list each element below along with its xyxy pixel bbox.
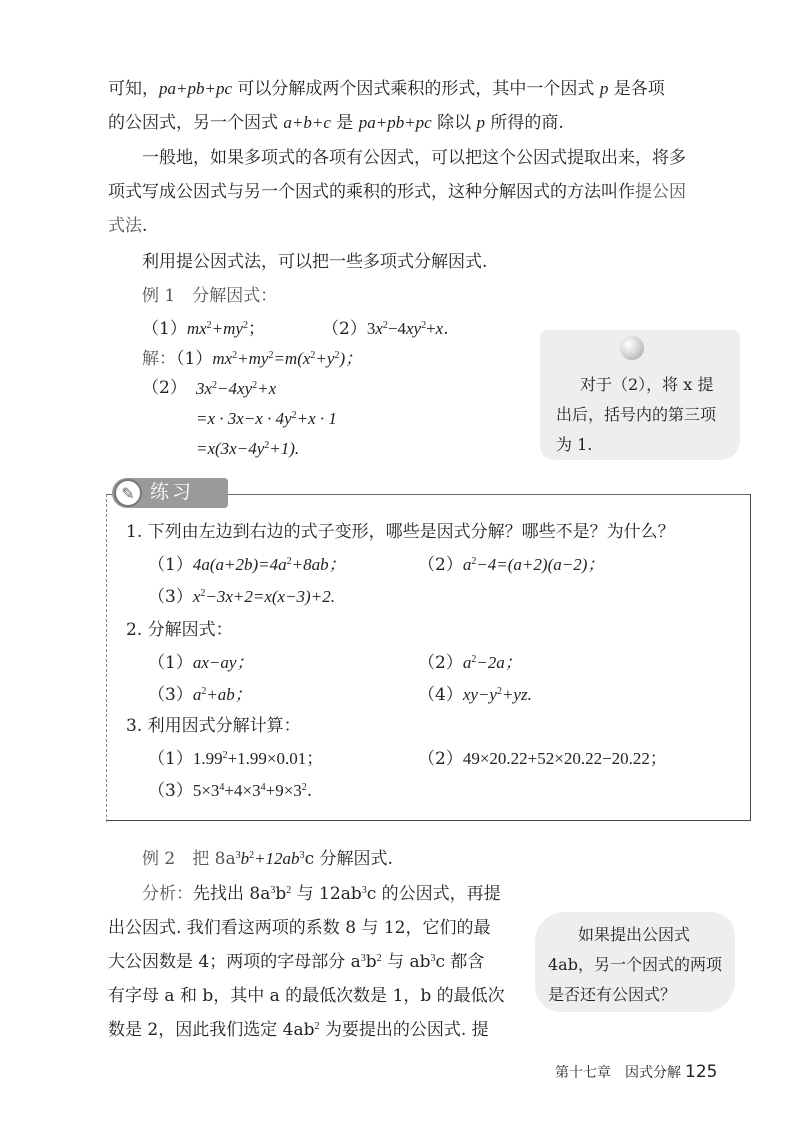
practice-q1: 1. 下列由左边到右边的式子变形，哪些是因式分解？哪些不是？为什么？ xyxy=(126,522,675,542)
analysis-line-3: 大公因数是 4；两项的字母部分 $a^3b^2$ 与 $ab^3c$ 都含 xyxy=(108,952,485,972)
side-note-2-line-1: 如果提出公因式 xyxy=(578,925,691,944)
pin-ball-icon xyxy=(620,336,644,360)
general-line-3: 式法. xyxy=(108,216,148,236)
practice-q2: 2. 分解因式： xyxy=(126,620,233,640)
practice-q3-1: $(1)1.99^2+1.99\times 0.01$； xyxy=(148,749,324,769)
practice-q3-2: （2）49×20.22+52×20.22−20.22； xyxy=(418,749,667,769)
term-highlight-end: 式法 xyxy=(108,216,142,236)
general-line-1: 一般地，如果多项式的各项有公因式，可以把这个公因式提取出来，将多 xyxy=(142,148,686,168)
side-note-2-line-2: 4ab，另一个因式的两项 xyxy=(548,955,722,974)
intro-line-2: 的公因式，另一个因式 a+b+c 是 pa+pb+pc 除以 p 所得的商. xyxy=(108,113,564,133)
general-line-2: 项式写成公因式与另一个因式的乘积的形式，这种分解因式的方法叫作提公因 xyxy=(108,182,686,202)
practice-q2-4: $(4)xy-y^2+yz$. xyxy=(418,685,532,705)
solution-2-line-2: $=x \cdot 3x-x \cdot 4y^2+x \cdot 1$ xyxy=(196,409,337,428)
practice-q1-2: $(2)a^2-4=(a+2)(a-2)$； xyxy=(418,555,605,575)
analysis-line-5: 数是 2，因此我们选定 $4ab^2$ 为要提出的公因式. 提 xyxy=(108,1020,489,1040)
practice-q1-1: $(1)4a(a+2b)=4a^2+8ab$； xyxy=(148,555,346,575)
solution-2-line-3: $=x(3x-4y^2+1)$. xyxy=(196,439,300,458)
analysis-line-1: 分析：先找出 $8a^3b^2$ 与 $12ab^3c$ 的公因式，再提 xyxy=(142,884,501,904)
solution-2-line-1: $3x^2-4xy^2+x$ xyxy=(196,379,277,398)
page-number: 125 xyxy=(685,1062,718,1082)
term-highlight: 提公因 xyxy=(635,182,686,202)
intro-line-1: 可知，pa+pb+pc 可以分解成两个因式乘积的形式，其中一个因式 p 是各项 xyxy=(108,79,665,99)
example-2-title: 例 2 把 $8a^3b^2+12ab^3c$ 分解因式. xyxy=(142,849,393,869)
analysis-line-2: 出公因式. 我们看这两项的系数 8 与 12，它们的最 xyxy=(108,918,491,938)
solution-1: 解：$(1)mx^2+my^2=m(x^2+y^2)$； xyxy=(142,349,363,369)
practice-q2-2: $(2)a^2-2a$； xyxy=(418,653,522,673)
side-note-1-line-3: 为 1. xyxy=(556,435,593,454)
use-line: 利用提公因式法，可以把一些多项式分解因式. xyxy=(142,252,488,272)
analysis-line-4: 有字母 a 和 b，其中 a 的最低次数是 1，b 的最低次 xyxy=(108,986,505,1006)
side-note-1-line-2: 出后，括号内的第三项 xyxy=(556,405,717,424)
practice-q2-1: （1）ax−ay； xyxy=(148,653,254,673)
solution-2-label: （2） xyxy=(142,378,187,398)
practice-left-border xyxy=(106,494,107,822)
example-1-problem-2: $(2)3x^2-4xy^2+x$. xyxy=(322,319,449,339)
practice-title: 练习 xyxy=(150,481,195,503)
example-1-title: 例 1 分解因式： xyxy=(142,286,278,306)
practice-q3: 3. 利用因式分解计算： xyxy=(126,716,301,736)
chapter-label: 第十七章 因式分解 xyxy=(555,1065,681,1081)
practice-q3-3: $(3)5\times 3^4+4\times 3^4+9\times 3^2$. xyxy=(148,781,313,801)
side-note-1-line-1: 对于（2），将 x 提 xyxy=(580,375,714,394)
practice-q1-3: $(3)x^2-3x+2=x(x-3)+2$. xyxy=(148,587,335,607)
page-footer xyxy=(555,1064,717,1081)
example-1-problem-1: $(1)mx^2+my^2$； xyxy=(142,319,265,339)
practice-q2-3: $(3)a^2+ab$； xyxy=(148,685,252,705)
pencil-icon: ✎ xyxy=(114,479,142,507)
side-note-2-line-3: 是否还有公因式？ xyxy=(548,985,677,1004)
